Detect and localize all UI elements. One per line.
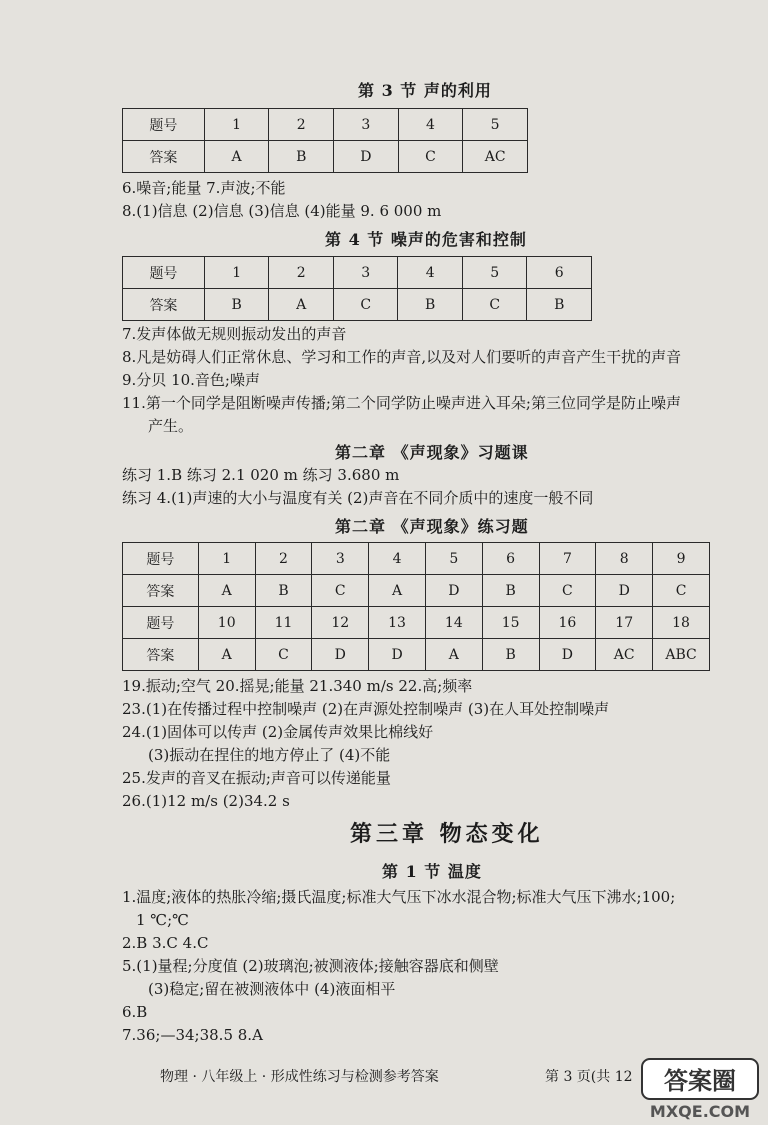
table-cell: 13: [369, 607, 426, 639]
table-cell: A: [198, 639, 255, 671]
table-cell: 2: [255, 543, 312, 575]
table-cell: 答案: [123, 639, 199, 671]
table-cell: A: [369, 575, 426, 607]
table-cell: B: [204, 289, 269, 321]
table-cell: 10: [198, 607, 255, 639]
table-cell: D: [312, 639, 369, 671]
answer-line: 产生。: [148, 417, 194, 435]
table-cell: 3: [312, 543, 369, 575]
answer-line: 25.发声的音叉在振动;声音可以传递能量: [122, 769, 391, 787]
table-cell: C: [653, 575, 710, 607]
section-heading-4: 第 4 节 噪声的危害和控制: [325, 230, 527, 249]
watermark-logo: [640, 1057, 760, 1121]
table-cell: 17: [596, 607, 653, 639]
answer-line: 8.凡是妨碍人们正常休息、学习和工作的声音,以及对人们要听的声音产生干扰的声音: [122, 348, 682, 366]
answer-line: 26.(1)12 m/s (2)34.2 s: [122, 792, 290, 810]
table-cell: A: [425, 639, 482, 671]
table-cell: D: [596, 575, 653, 607]
table-cell: 5: [463, 109, 528, 141]
footer-title: 物理 · 八年级上 · 形成性练习与检测参考答案: [160, 1069, 439, 1085]
answer-table-s3: [122, 108, 528, 173]
answer-line: 1 ℃;℃: [136, 911, 189, 929]
table-cell: 题号: [123, 257, 205, 289]
table-cell: 题号: [123, 607, 199, 639]
table-cell: 16: [539, 607, 596, 639]
answer-line: 7.36;—34;38.5 8.A: [122, 1026, 263, 1044]
section-heading-ch3-1: 第 1 节 温度: [382, 862, 482, 881]
answer-line: 6.B: [122, 1003, 148, 1021]
answer-line: 7.发声体做无规则振动发出的声音: [122, 325, 347, 343]
table-cell: C: [312, 575, 369, 607]
table-cell: 题号: [123, 109, 205, 141]
table-row: [123, 575, 710, 607]
table-row: [123, 543, 710, 575]
answer-line: 19.振动;空气 20.摇晃;能量 21.340 m/s 22.高;频率: [122, 677, 473, 695]
table-cell: 15: [482, 607, 539, 639]
table-row: [123, 141, 528, 173]
answer-line: 11.第一个同学是阻断噪声传播;第二个同学防止噪声进入耳朵;第三位同学是防止噪声: [122, 394, 681, 412]
table-cell: B: [269, 141, 334, 173]
table-cell: 答案: [123, 141, 205, 173]
table-row: [123, 639, 710, 671]
table-cell: B: [527, 289, 592, 321]
table-cell: D: [425, 575, 482, 607]
table-row: [123, 257, 592, 289]
table-cell: A: [198, 575, 255, 607]
table-cell: 11: [255, 607, 312, 639]
table-cell: C: [539, 575, 596, 607]
table-cell: D: [334, 141, 399, 173]
table-cell: A: [269, 289, 334, 321]
table-cell: A: [204, 141, 269, 173]
table-cell: 6: [482, 543, 539, 575]
table-cell: 6: [527, 257, 592, 289]
table-cell: 12: [312, 607, 369, 639]
table-cell: B: [255, 575, 312, 607]
table-cell: 5: [462, 257, 527, 289]
table-cell: D: [369, 639, 426, 671]
table-cell: B: [398, 289, 463, 321]
watermark-top-text: 答案圈: [664, 1067, 736, 1095]
table-cell: 4: [398, 257, 463, 289]
table-cell: C: [255, 639, 312, 671]
table-cell: 答案: [123, 575, 199, 607]
table-cell: 4: [398, 109, 463, 141]
answer-line: 练习 1.B 练习 2.1 020 m 练习 3.680 m: [122, 466, 400, 484]
table-cell: 4: [369, 543, 426, 575]
answer-line: 6.噪音;能量 7.声波;不能: [122, 179, 286, 197]
answer-line: 23.(1)在传播过程中控制噪声 (2)在声源处控制噪声 (3)在人耳处控制噪声: [122, 700, 610, 718]
table-cell: ABC: [653, 639, 710, 671]
table-cell: 14: [425, 607, 482, 639]
table-cell: AC: [463, 141, 528, 173]
answer-line: 1.温度;液体的热胀冷缩;摄氏温度;标准大气压下冰水混合物;标准大气压下沸水;100;: [122, 888, 676, 906]
table-cell: 1: [204, 257, 269, 289]
table-cell: C: [333, 289, 398, 321]
table-cell: 答案: [123, 289, 205, 321]
section-heading-3: 第 3 节 声的利用: [358, 81, 492, 100]
table-cell: C: [462, 289, 527, 321]
table-cell: 9: [653, 543, 710, 575]
table-cell: 2: [269, 109, 334, 141]
table-row: [123, 607, 710, 639]
table-cell: 18: [653, 607, 710, 639]
table-row: [123, 109, 528, 141]
answer-line: 9.分贝 10.音色;噪声: [122, 371, 260, 389]
answer-line: 2.B 3.C 4.C: [122, 934, 209, 952]
watermark-logo-graphic: [640, 1057, 760, 1121]
table-cell: D: [539, 639, 596, 671]
table-cell: 7: [539, 543, 596, 575]
table-cell: 1: [204, 109, 269, 141]
table-cell: AC: [596, 639, 653, 671]
table-cell: 8: [596, 543, 653, 575]
answer-line: (3)稳定;留在被测液体中 (4)液面相平: [148, 980, 396, 998]
table-cell: 3: [334, 109, 399, 141]
table-row: [123, 289, 592, 321]
table-cell: B: [482, 639, 539, 671]
table-cell: 3: [333, 257, 398, 289]
section-heading-lianxi: 第二章 《声现象》练习题: [335, 517, 529, 536]
footer-page-number: 第 3 页(共 12: [545, 1069, 633, 1085]
section-heading-xitike: 第二章 《声现象》习题课: [335, 443, 529, 462]
table-cell: C: [398, 141, 463, 173]
answer-table-lianxi: [122, 542, 710, 671]
answer-line: 24.(1)固体可以传声 (2)金属传声效果比棉线好: [122, 723, 434, 741]
answer-table-s4: [122, 256, 592, 321]
table-cell: 5: [425, 543, 482, 575]
answer-line: (3)振动在捏住的地方停止了 (4)不能: [148, 746, 391, 764]
table-cell: 2: [269, 257, 334, 289]
answer-line: 练习 4.(1)声速的大小与温度有关 (2)声音在不同介质中的速度一般不同: [122, 489, 594, 507]
chapter-title: 第三章 物态变化: [350, 822, 544, 847]
answer-line: 5.(1)量程;分度值 (2)玻璃泡;被测液体;接触容器底和侧壁: [122, 957, 499, 975]
watermark-bottom-text: MXQE.COM: [649, 1102, 751, 1121]
answer-line: 8.(1)信息 (2)信息 (3)信息 (4)能量 9. 6 000 m: [122, 202, 442, 220]
table-cell: 1: [198, 543, 255, 575]
table-cell: B: [482, 575, 539, 607]
table-cell: 题号: [123, 543, 199, 575]
